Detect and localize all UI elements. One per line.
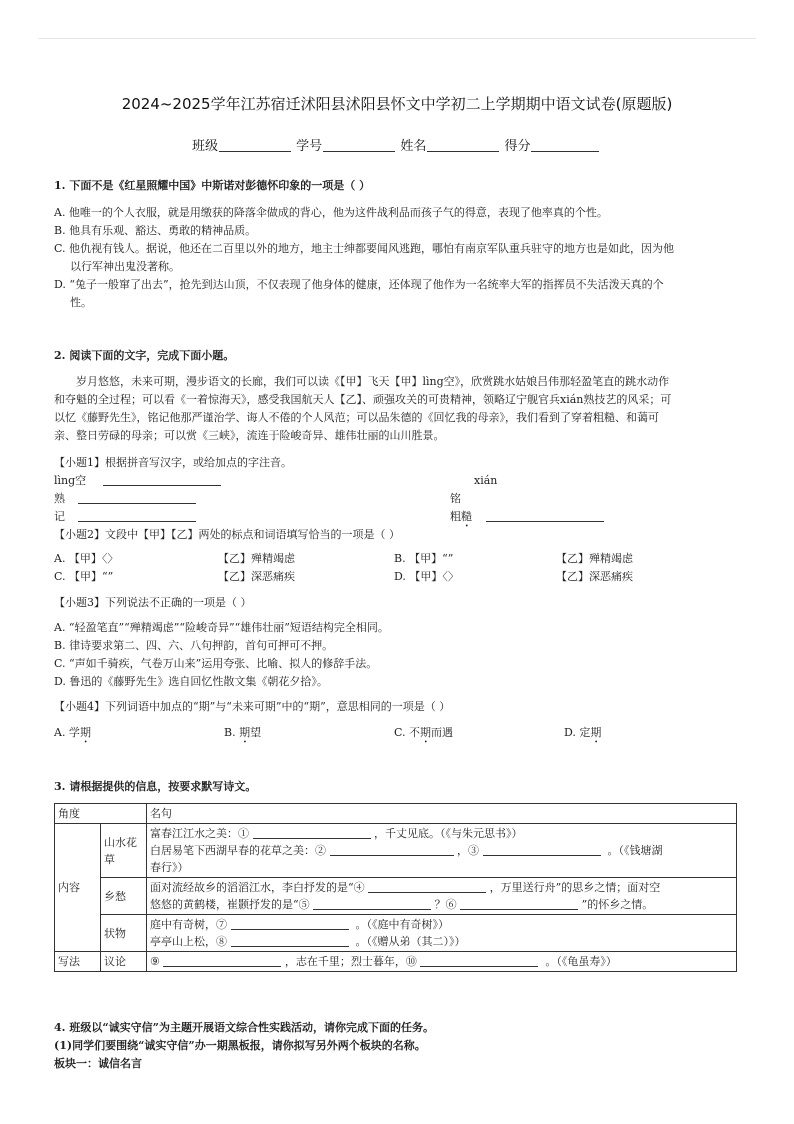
blank-10[interactable] xyxy=(420,955,538,967)
q2-sub1-item-cucao: 粗糙 xyxy=(450,510,472,523)
score-blank[interactable] xyxy=(531,139,599,152)
q2-passage-line-4: 亲、整日劳碌的母亲；可以赏《三峡》，流连于险峻奇异、雄伟壮丽的山川胜景。 xyxy=(54,429,445,442)
landscape-verses: 富春江江水之美：① ，千丈见底。（《与朱元思书》） 白居易笔下西湖早春的花草之美：② ，③ 。（《钱塘湖 春行》） xyxy=(147,824,737,878)
q2-sub1-blank-cao[interactable] xyxy=(486,509,604,525)
nostalgia-verses: 面对流经故乡的滔滔江水，李白抒发的是“④ ，万里送行舟”的思乡之情；面对空 悠悠的黄鹤楼，崔颢抒发的是“⑤ ？⑥ ”的怀乡之情。 xyxy=(147,878,737,915)
content-label: 内容 xyxy=(55,824,101,952)
q2-sub3-option-b[interactable]: B. 律诗要求第二、四、六、八句押韵，首句可押可不押。 xyxy=(54,639,334,652)
poetry-dictation-table xyxy=(54,803,737,972)
category-landscape: 山水花 草 xyxy=(101,824,147,878)
blank-8[interactable] xyxy=(231,935,349,947)
blank-9[interactable] xyxy=(163,955,281,967)
q2-sub2-option-a[interactable]: A. 【甲】〈〉 xyxy=(54,552,119,565)
q2-sub2-option-a-word: 【乙】殚精竭虑 xyxy=(218,552,295,565)
q2-sub2-option-b-word: 【乙】殚精竭虑 xyxy=(556,552,633,565)
header-divider xyxy=(38,38,756,39)
blank-6[interactable] xyxy=(460,898,578,910)
class-label: 班级 xyxy=(192,139,219,154)
q1-option-d[interactable]: D. “兔子一般窜了出去”，抢先到达山顶，不仅表现了他身体的健康，还体现了他作为一名统率大军的指挥员不失活泼天真的个 xyxy=(54,278,664,291)
q2-sub2-option-d[interactable]: D. 【甲】〈〉 xyxy=(394,570,459,583)
q1-option-d-cont: 性。 xyxy=(70,296,92,309)
q2-sub1-item-ming: 铭 xyxy=(450,492,461,505)
name-blank[interactable] xyxy=(427,139,499,152)
q2-sub3-option-d[interactable]: D. 鲁迅的《藤野先生》选自回忆性散文集《朝花夕拾》。 xyxy=(54,675,328,688)
q2-sub1-item-ji: 记 xyxy=(54,510,65,523)
blank-2[interactable] xyxy=(330,844,454,856)
q2-sub4-option-b[interactable]: B. 期望 xyxy=(224,726,262,739)
blank-5[interactable] xyxy=(313,898,431,910)
q2-sub3-option-c[interactable]: C. “声如千骑疾，气卷万山来”运用夸张、比喻、拟人的修辞手法。 xyxy=(54,657,378,670)
q2-sub1-pinyin-xian: xián xyxy=(474,474,498,487)
q2-sub2-stem: 【小题2】文段中【甲】【乙】两处的标点和词语填写恰当的一项是（ ） xyxy=(54,528,400,541)
blank-7[interactable] xyxy=(231,918,349,930)
blank-1[interactable] xyxy=(253,827,371,839)
q2-sub3-stem: 【小题3】下列说法不正确的一项是（ ） xyxy=(54,596,252,609)
q2-sub2-option-d-word: 【乙】深恶痛疾 xyxy=(556,570,633,583)
q3-stem: 3. 请根据提供的信息，按要求默写诗文。 xyxy=(54,780,257,793)
q2-sub1-item-lingkong: lìng空 xyxy=(54,474,87,487)
blank-4[interactable] xyxy=(368,881,486,893)
table-row xyxy=(55,878,737,915)
category-objects: 状物 xyxy=(101,915,147,952)
q4-stem: 4. 班级以“诚实守信”为主题开展语文综合性实践活动，请你完成下面的任务。 xyxy=(54,1021,434,1034)
q2-passage-line-2: 和夺魁的全过程；可以看《一着惊海天》，感受我国航天人【乙】、顽强攻关的可贵精神，领略辽宁舰官兵xián熟技艺的风采；可 xyxy=(54,393,672,406)
q2-sub4-option-c[interactable]: C. 不期而遇 xyxy=(394,726,454,739)
class-blank[interactable] xyxy=(219,139,291,152)
q1-option-b[interactable]: B. 他具有乐观、豁达、勇敢的精神品质。 xyxy=(54,224,257,237)
category-nostalgia: 乡愁 xyxy=(101,878,147,915)
table-row xyxy=(55,915,737,952)
q2-sub1-blank-lingkong[interactable] xyxy=(103,473,221,489)
q1-option-a[interactable]: A. 他唯一的个人衣服，就是用缴获的降落伞做成的背心，他为这件战利品而孩子气的得意，表现了他率真的个性。 xyxy=(54,206,608,219)
technique-label: 写法 xyxy=(55,952,101,972)
q1-stem: 1. 下面不是《红星照耀中国》中斯诺对彭德怀印象的一项是（ ） xyxy=(54,179,371,192)
q2-sub4-stem: 【小题4】下列词语中加点的“期”与“未来可期”中的“期”，意思相同的一项是（ ） xyxy=(54,700,451,713)
argument-verses: ⑨ ，志在千里；烈士暮年，⑩ 。（《龟虽寿》） xyxy=(147,952,737,972)
q4-sub1: (1)同学们要围绕“诚实守信”办一期黑板报，请你拟写另外两个板块的名称。 xyxy=(54,1039,426,1052)
q2-sub4-option-d[interactable]: D. 定期 xyxy=(564,726,602,739)
q2-sub1-item-shu: 熟 xyxy=(54,492,65,505)
table-row xyxy=(55,952,737,972)
q2-sub2-option-b[interactable]: B. 【甲】“” xyxy=(394,552,454,565)
name-label: 姓名 xyxy=(400,139,427,154)
q2-stem: 2. 阅读下面的文字，完成下面小题。 xyxy=(54,349,235,362)
blank-3[interactable] xyxy=(483,844,601,856)
q2-sub1-stem: 【小题1】根据拼音写汉字，或给加点的字注音。 xyxy=(54,456,292,469)
header-verse: 名句 xyxy=(147,804,737,824)
q2-sub1-blank-xian[interactable] xyxy=(78,491,196,507)
q2-sub2-option-c-word: 【乙】深恶痛疾 xyxy=(218,570,295,583)
score-label: 得分 xyxy=(504,139,531,154)
number-blank[interactable] xyxy=(323,139,395,152)
number-label: 学号 xyxy=(296,139,323,154)
q1-option-c-cont: 以行军神出鬼没著称。 xyxy=(70,260,180,273)
q2-sub1-blank-ming[interactable] xyxy=(78,509,196,525)
table-header-row xyxy=(55,804,737,824)
header-angle: 角度 xyxy=(55,804,147,824)
page-title: 2024~2025学年江苏宿迁沭阳县沭阳县怀文中学初二上学期期中语文试卷(原题版) xyxy=(121,95,673,113)
student-info-line xyxy=(192,135,600,154)
q2-sub2-option-c[interactable]: C. 【甲】“” xyxy=(54,570,114,583)
q1-option-c[interactable]: C. 他仇视有钱人。据说，他还在二百里以外的地方，地主士绅都要闻风逃跑，哪怕有南京军队重兵驻守的地方也是如此，因为他 xyxy=(54,242,675,255)
q2-sub3-option-a[interactable]: A. “轻盈笔直”“殚精竭虑”“险峻奇异”“雄伟壮丽”短语结构完全相同。 xyxy=(54,621,389,634)
table-row xyxy=(55,824,737,878)
q2-passage-line-1: 岁月悠悠，未来可期，漫步语文的长廊，我们可以读《【甲】飞天【甲】lìng空》，欣赏跳水姑娘吕伟那轻盈笔直的跳水动作 xyxy=(76,375,670,388)
q2-sub4-option-a[interactable]: A. 学期 xyxy=(54,726,91,739)
q2-passage-line-3: 以忆《藤野先生》，铭记他那严谨治学、诲人不倦的个人风范；可以品朱德的《回忆我的母亲》，我们看到了穿着粗糙、和蔼可 xyxy=(54,411,659,424)
objects-verses: 庭中有奇树，⑦ 。（《庭中有奇树》） 亭亭山上松，⑧ 。（《赠从弟（其二）》） xyxy=(147,915,737,952)
q4-board-1: 板块一：诚信名言 xyxy=(54,1057,142,1070)
category-argument: 议论 xyxy=(101,952,147,972)
